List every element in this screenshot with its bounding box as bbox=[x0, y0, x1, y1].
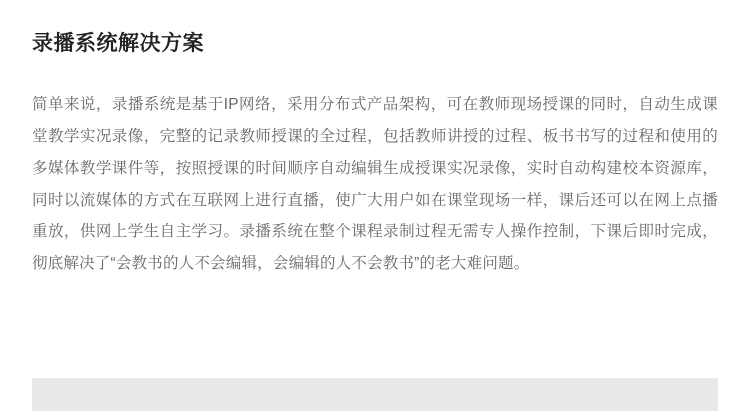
page-title: 录播系统解决方案 bbox=[32, 32, 204, 55]
body-paragraph: 简单来说，录播系统是基于IP网络，采用分布式产品架构，可在教师现场授课的同时，自动生成课堂教学实况录像，完整的记录教师授课的全过程，包括教师讲授的过程、板书书写的过程和使用的多媒体教学课件等，按照授课的时间顺序自动编辑生成授课实况录像，实时自动构建校本资源库，同时以流媒体的方式在互联网上进行直播，使广大用户如在课堂现场一样，课后还可以在网上点播重放，供网上学生自主学习。录播系统在整个课程录制过程无需专人操作控制，下课后即时完成，彻底解决了“会教书的人不会编辑，会编辑的人不会教书”的老大难问题。 bbox=[32, 96, 718, 273]
bottom-placeholder-band bbox=[32, 378, 718, 411]
